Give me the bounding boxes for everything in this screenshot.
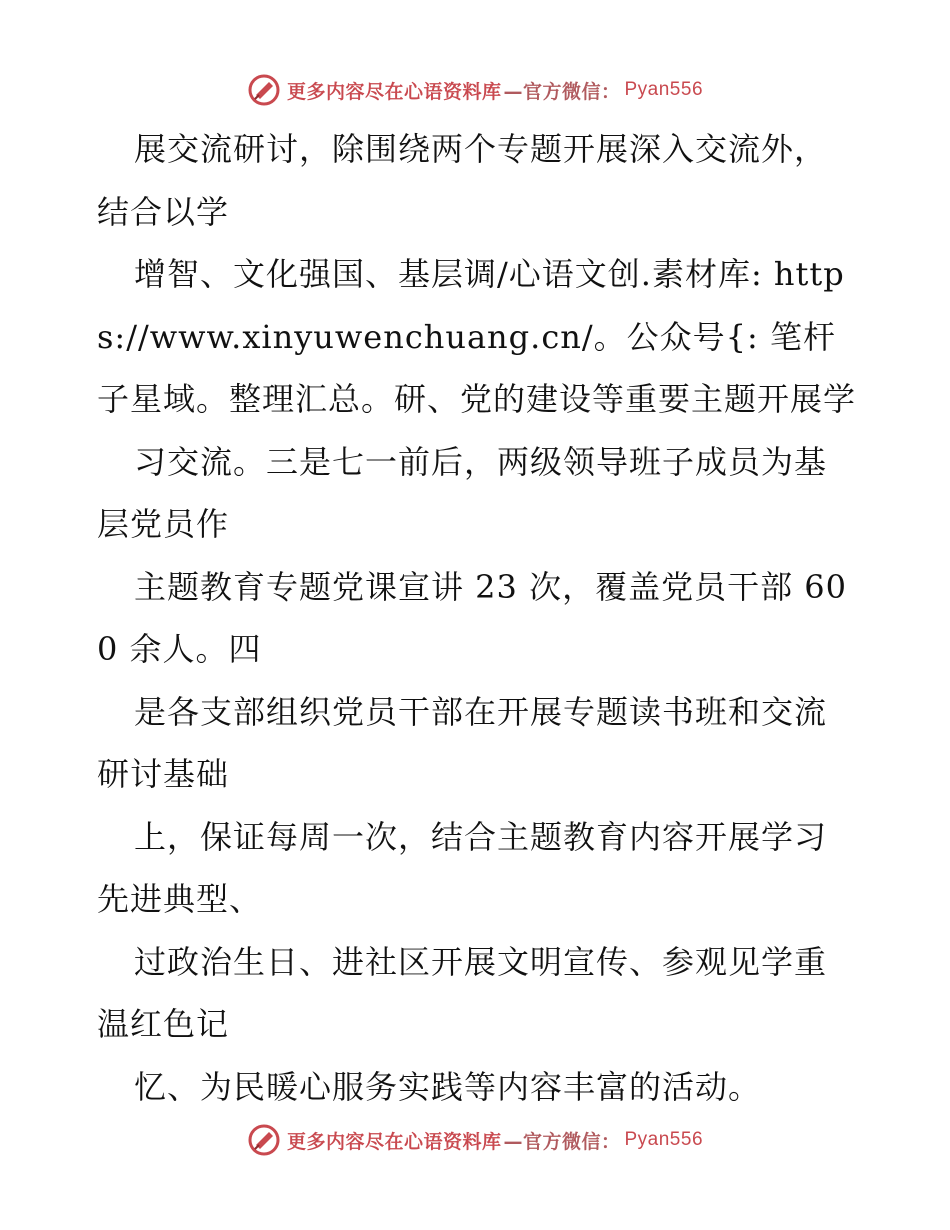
header-banner-title: 更多内容尽在心语资料库 xyxy=(286,80,502,103)
brand-logo-icon xyxy=(247,1123,281,1157)
footer-banner-title: 更多内容尽在心语资料库 xyxy=(286,1130,502,1153)
paragraph-5: 是各支部组织党员干部在开展专题读书班和交流研讨基础 xyxy=(97,692,828,793)
paragraph-6: 上，保证每周一次，结合主题教育内容开展学习先进典型、 xyxy=(97,817,828,918)
paragraph-3: 习交流。三是七一前后，两级领导班子成员为基层党员作 xyxy=(97,442,828,543)
paragraph-8: 忆、为民暖心服务实践等内容丰富的活动。 xyxy=(134,1067,762,1106)
paragraph-7: 过政治生日、进社区开展文明宣传、参观见学重温红色记 xyxy=(97,942,828,1043)
footer-banner-official: —官方微信： xyxy=(503,1130,621,1153)
footer-banner-account: Pyan556 xyxy=(624,1129,704,1150)
paragraph-4: 主题教育专题党课宣讲 23 次，覆盖党员干部 600 余人。四 xyxy=(97,567,847,668)
paragraph-2: 增智、文化强国、基层调/心语文创.素材库: https://www.xinyuwenchuang.cn/。公众号{: 笔杆子星域。整理汇总。研、党的建设等重要主题开展学 xyxy=(97,255,857,418)
footer-banner xyxy=(0,1120,950,1160)
paragraph-1: 展交流研讨，除围绕两个专题开展深入交流外，结合以学 xyxy=(97,130,828,231)
header-banner-account: Pyan556 xyxy=(624,79,704,100)
header-banner xyxy=(0,70,950,110)
header-banner-official: —官方微信： xyxy=(503,80,621,103)
document-body xyxy=(97,118,857,1118)
brand-logo-icon xyxy=(247,73,281,107)
